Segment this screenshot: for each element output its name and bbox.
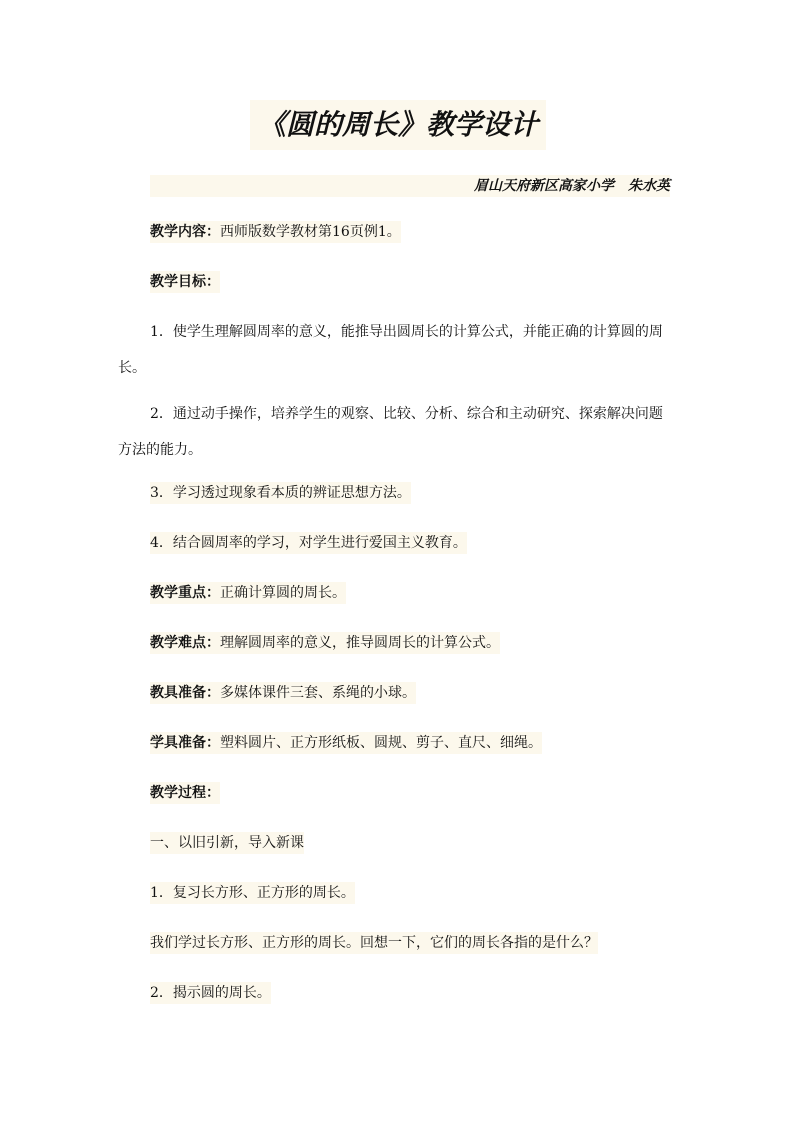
key-point-text: 正确计算圆的周长。 [220,585,346,601]
key-point-label: 教学重点： [150,585,220,601]
key-point [150,582,346,604]
section-1-heading: 一、以旧引新，导入新课 [150,832,304,854]
teacher-tools-text: 多媒体课件三套、系绳的小球。 [220,685,416,701]
author-bar [150,175,670,197]
difficulty-text: 理解圆周率的意义，推导圆周长的计算公式。 [220,635,500,651]
step-1: 1．复习长方形、正方形的周长。 [150,882,355,904]
student-tools-text: 塑料圆片、正方形纸板、圆规、剪子、直尺、细绳。 [220,735,542,751]
teaching-goals-label: 教学目标： [150,274,220,290]
teaching-content-label: 教学内容： [150,224,220,240]
difficulty [150,632,500,654]
goal-item-3: 3．学习透过现象看本质的辨证思想方法。 [150,482,411,504]
review-question: 我们学过长方形、正方形的周长。回想一下，它们的周长各指的是什么？ [150,932,598,954]
goal-item-2-text: 2．通过动手操作，培养学生的观察、比较、分析、综合和主动研究、探索解决问题方法的能力。 [118,406,663,458]
goal-item-1 [118,314,674,386]
teacher-tools-label: 教具准备： [150,685,220,701]
teaching-content [150,221,401,243]
goal-item-1-text: 1．使学生理解圆周率的意义，能推导出圆周长的计算公式，并能正确的计算圆的周长。 [118,324,663,376]
goal-item-2 [118,396,674,468]
teaching-process-heading [150,782,220,804]
teaching-content-text: 西师版数学教材第16页例1。 [220,224,401,240]
teacher-tools [150,682,416,704]
author-line: 眉山天府新区高家小学 朱水英 [474,178,670,194]
step-2: 2．揭示圆的周长。 [150,982,271,1004]
document-title: 《圆的周长》教学设计 [250,100,546,150]
teaching-process-label: 教学过程： [150,785,220,801]
student-tools-label: 学具准备： [150,735,220,751]
teaching-goals-heading [150,271,220,293]
student-tools [150,732,542,754]
goal-item-4: 4．结合圆周率的学习，对学生进行爱国主义教育。 [150,532,467,554]
difficulty-label: 教学难点： [150,635,220,651]
